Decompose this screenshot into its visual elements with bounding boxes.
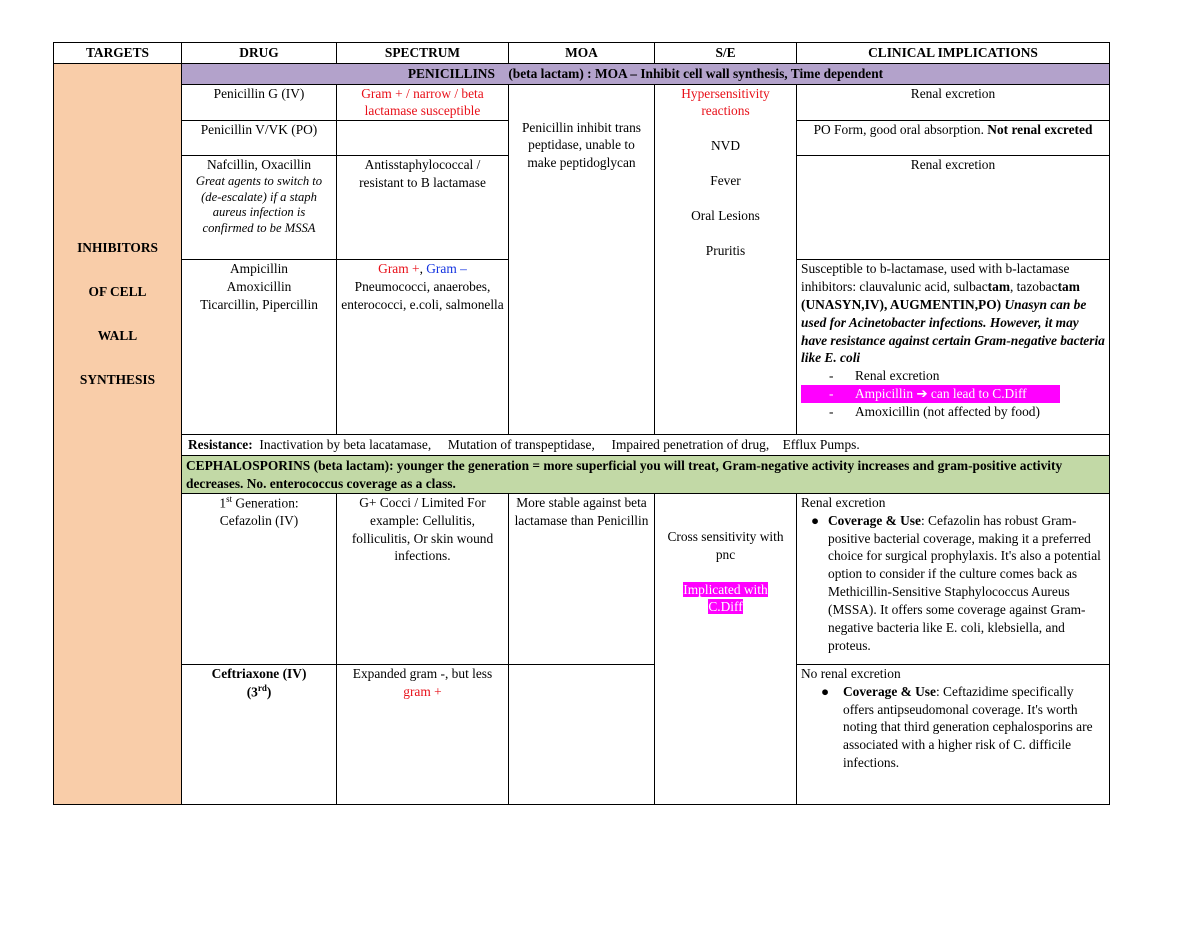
list-item-text: Ampicillin ➔ can lead to C.Diff	[855, 386, 1027, 402]
drug-nafcillin	[182, 156, 337, 260]
gen-number: 1	[219, 495, 227, 511]
drug-ceftriaxone	[182, 664, 337, 804]
se-item: Fever	[710, 173, 741, 189]
moa-penicillins	[509, 84, 655, 435]
moa-cefazolin: More stable against beta lactamase than Penicillin	[509, 493, 655, 664]
penicillins-header-row	[54, 63, 1110, 84]
se-item: Pruritis	[705, 242, 746, 258]
se-penicillins	[655, 84, 797, 435]
resistance-label: Resistance:	[188, 437, 253, 453]
list-item: - Renal excretion	[829, 368, 940, 384]
clinical-ceftriaxone	[797, 664, 1110, 804]
clinical-text: tam (UNASYN,IV), AUGMENTIN,PO)	[801, 279, 1080, 312]
list-item-text: Amoxicillin (not affected by food)	[855, 403, 1040, 419]
clinical-head: No renal excretion	[801, 665, 901, 681]
spectrum-rest: Pneumococci, anaerobes, enterococci, e.coli, salmonella	[341, 279, 504, 312]
bullet-label: Coverage & Use	[828, 512, 921, 528]
clinical-penicillin-g: Renal excretion	[797, 84, 1110, 121]
clinical-list	[801, 367, 1105, 420]
clinical-head: Renal excretion	[801, 494, 886, 510]
resistance-text: Inactivation by beta lacatamase, Mutation of transpeptidase, Impaired penetration of drug, Efflux Pumps.	[252, 437, 860, 453]
clinical-text: , tazobac	[1009, 279, 1058, 295]
drug-penicillin-v: Penicillin V/VK (PO)	[182, 121, 337, 156]
spectrum-cefazolin: G+ Cocci / Limited For example: Cellulitis, folliculitis, Or skin wound infections.	[337, 493, 509, 664]
drug-ampicillin	[182, 260, 337, 435]
se-item: NVD	[710, 138, 740, 154]
resistance-row	[54, 435, 1110, 456]
clinical-ampicillin	[797, 260, 1110, 435]
resistance-cell	[182, 435, 1110, 456]
clinical-text: tam	[987, 279, 1010, 295]
target-line-4: SYNTHESIS	[79, 371, 156, 387]
clinical-bold-text: Not renal excreted	[987, 122, 1093, 138]
clinical-cefazolin	[797, 493, 1110, 664]
list-item-text: Renal excretion	[855, 368, 940, 384]
header-targets: TARGETS	[54, 43, 182, 64]
header-drug: DRUG	[182, 43, 337, 64]
bullet-text: : Ceftazidime specifically offers antipseudomonal coverage. It's worth noting that third generation cephalosporins are associated with a higher risk of C. difficile infections.	[843, 683, 1093, 771]
header-clinical: CLINICAL IMPLICATIONS	[797, 43, 1110, 64]
penicillins-header: PENICILLINS (beta lactam) : MOA – Inhibit cell wall synthesis, Time dependent	[182, 63, 1110, 84]
se-item-highlight: Implicated with C.Diff	[683, 581, 768, 615]
spectrum-text: Expanded gram -, but less	[352, 665, 493, 681]
clinical-text: PO Form, good oral absorption.	[813, 122, 988, 138]
drug-name: Cefazolin (IV)	[219, 513, 299, 529]
spectrum-gram-neg: Gram –	[426, 261, 467, 277]
drug-note: Great agents to switch to (de-escalate) if a staph aureus infection is confirmed to be MSSA	[195, 174, 323, 235]
clinical-nafcillin: Renal excretion	[797, 156, 1110, 260]
cephalosporins-header: CEPHALOSPORINS (beta lactam): younger the generation = more superficial you will treat, Gram-negative activity increases and gram-positive activity decreases. No. enterococcus coverage as a class.	[182, 456, 1110, 494]
spectrum-ampicillin	[337, 260, 509, 435]
bullet-label: Coverage & Use	[843, 683, 936, 699]
moa-ceftriaxone	[509, 664, 655, 804]
moa-penicillins-text: Penicillin inhibit trans peptidase, unable to make peptidoglycan	[521, 119, 642, 171]
se-item: Oral Lesions	[691, 207, 760, 223]
gen-suffix: rd	[257, 682, 267, 693]
target-line-2: OF CELL	[88, 284, 147, 300]
table-row	[54, 493, 1110, 664]
header-row	[54, 43, 1110, 64]
spectrum-penicillin-v	[337, 121, 509, 156]
drug-table	[53, 42, 1110, 805]
drug-penicillin-g: Penicillin G (IV)	[182, 84, 337, 121]
gen-label: (3	[246, 684, 258, 700]
se-item: Hypersensitivity reactions	[681, 85, 770, 119]
spectrum-gram-pos: gram +	[403, 683, 442, 699]
gen-label: Generation:	[232, 495, 299, 511]
cephalosporins-header-row	[54, 456, 1110, 494]
se-item: Cross sensitivity with pnc	[667, 528, 784, 562]
drug-name: Nafcillin, Oxacillin	[206, 157, 312, 173]
target-line-1: INHIBITORS	[77, 240, 158, 256]
spectrum-penicillin-g: Gram + / narrow / beta lactamase susceptible	[337, 84, 509, 121]
drug-cefazolin	[182, 493, 337, 664]
clinical-text: Susceptible to b-lactamase, used with b-lactamase inhibitors: clauvalunic acid, sulbac	[801, 261, 1070, 295]
drug-name: Ceftriaxone (IV)	[211, 665, 307, 681]
header-spectrum: SPECTRUM	[337, 43, 509, 64]
list-item: - Amoxicillin (not affected by food)	[829, 403, 1040, 419]
drug-name: Amoxicillin	[226, 279, 292, 295]
se-cephalosporins	[655, 493, 797, 804]
gen-suffix: st	[226, 493, 233, 504]
table-row	[54, 84, 1110, 121]
target-cell	[54, 63, 182, 804]
spectrum-gram-pos: Gram +	[378, 261, 420, 277]
clinical-bullet: ● Coverage & Use: Cefazolin has robust Gram-positive bacterial coverage, making it a preferred choice for surgical prophylaxis. It's also a potential option to consider if the culture comes back as Methicillin-Sensitive Staphylococcus Aureus (MSSA). It offers some coverage against Gram-negative bacteria like E. coli, klebsiella, and proteus.	[811, 512, 1101, 653]
drug-name: Ticarcillin, Pipercillin	[200, 296, 318, 312]
drug-name: Ampicillin	[229, 261, 289, 277]
header-moa: MOA	[509, 43, 655, 64]
table-row	[54, 664, 1110, 804]
spectrum-ceftriaxone	[337, 664, 509, 804]
spectrum-nafcillin: Antisstaphylococcal / resistant to B lactamase	[337, 156, 509, 260]
bullet-text: : Cefazolin has robust Gram-positive bacterial coverage, making it a preferred choice for surgical prophylaxis. It's also a potential option to consider if the culture comes back as Methicillin-Sensitive Staphylococcus Aureus (MSSA). It offers some coverage against Gram-negative bacteria like E. coli, klebsiella, and proteus.	[828, 512, 1101, 653]
spectrum-sep: ,	[419, 261, 427, 277]
clinical-text: Unasyn can be used for Acinetobacter infections. However, it may have resistance against certain Gram-negative bacteria like E. coli	[801, 296, 1105, 366]
clinical-penicillin-v	[797, 121, 1110, 156]
clinical-bullet: ● Coverage & Use: Ceftazidime specifically offers antipseudomonal coverage. It's worth noting that third generation cephalosporins are associated with a higher risk of C. difficile infections.	[821, 683, 1093, 771]
target-line-3: WALL	[97, 327, 138, 343]
gen-label: )	[266, 684, 272, 700]
header-se: S/E	[655, 43, 797, 64]
list-item-highlight: - Ampicillin ➔ can lead to C.Diff	[801, 385, 1060, 403]
